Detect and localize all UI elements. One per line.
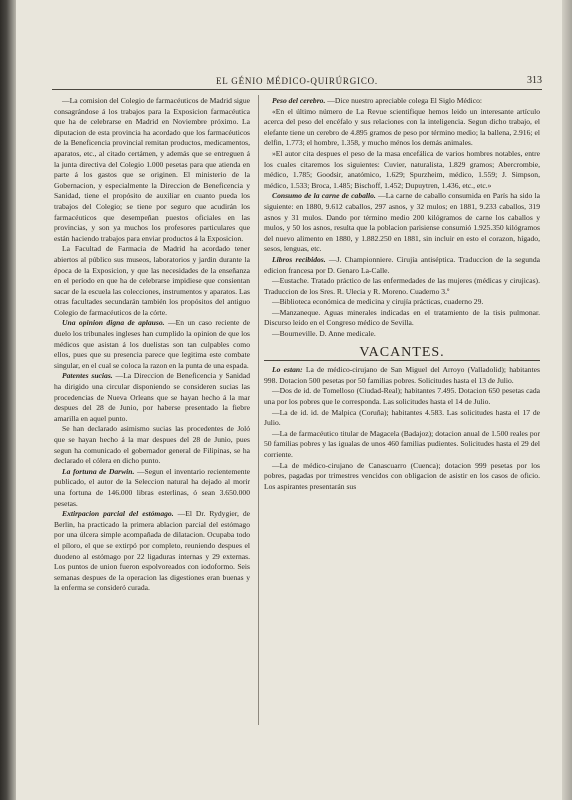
paragraph (54, 424, 250, 466)
running-title: EL GÉNIO MÉDICO-QUIRÚRGICO. (215, 76, 378, 86)
paragraph (264, 329, 540, 340)
paragraph-lead: La fortuna de Darwin. (62, 466, 135, 476)
vacantes-heading: VACANTES. (359, 344, 445, 360)
vacantes-list (264, 365, 540, 492)
paragraph-text: —La de id. id. de Malpica (Coruña); habitantes 4.583. Las solicitudes hasta el 17 de Julio. (264, 407, 540, 428)
paragraph-lead: Consumo de la carne de caballo. (272, 191, 376, 201)
paragraph-text: —La carne de caballo consumida en París ha sido la siguiente: en 1880, 9.612 caballos, 297 asnos, y 32 mulos; en 1881, 9.233 caballos, 319 asnos y 31 mulos. Dando por término medio 200 kilógramos de carne los caballos y mulos, y 50 los asnos, resulta que la poblacion parisiense consumió 1.925.350 kilógramos del nuevo alimento en 1880, y 1.882.250 en 1881, sin incluir en esto el corazon, hígado, sesos, lenguas, etc. (264, 191, 541, 254)
binding-shadow (0, 0, 16, 800)
page-header (52, 76, 542, 88)
paragraph-lead: Patentes sucias. (62, 371, 113, 381)
paragraph-text: —La Direccion de Beneficencia y Sanidad ha dirigido una circular disponiendo se consideren sucias las procedencias de Nueva Orleans que se hayan hecho á la mar despues del 28 de Junio, por haberse presentado la fiebre amarilla en aquel punto. (54, 371, 250, 423)
paragraph-text: —Eustache. Tratado práctico de las enfermedades de las mujeres (médicas y cirujicas). Traduccion de los Sres. R. Ulecia y R. Moreno. Cuaderno 3.º (264, 276, 540, 296)
paragraph (264, 461, 540, 493)
paragraph-lead: Peso del cerebro. (272, 96, 326, 105)
paragraph (264, 191, 540, 255)
column-divider (258, 95, 259, 725)
paragraph-text: «En el último número de La Revue scientifique hemos leido un interesante artículo acerca del peso del encéfalo y sus relaciones con la inteligencia. Segun dicho trabajo, el elefante tiene un cerebro de 4.895 gramos de peso por término medio; la ballena, 2.916; el delfin, 1.773; el hombre, 1.358, y mucho ménos los demás animales. (264, 106, 540, 148)
paragraph-text: —El Dr. Rydygier, de Berlin, ha practicado la primera ablacion parcial del estómago por una úlcera simple acompañada de dilatacion. Ocupaba todo el píloro, el que se extirpó por completo, reuniendo despues el duodeno al estómago por 22 ligaduras internas y 29 externas. Los puntos de union fueron espolvoreados con iodoformo. Seis semanas despues de la operacion las digestiones eran buenas y la enferma se consideró curada. (54, 509, 251, 593)
paragraph (264, 149, 540, 191)
vacantes-rule (264, 360, 540, 361)
paragraph (264, 365, 540, 386)
paragraph (264, 297, 540, 308)
paragraph (54, 96, 250, 244)
paragraph (264, 255, 540, 276)
paragraph-text: La Facultad de Farmacia de Madrid ha acordado tener abiertos al público sus museos, laboratorios y jardin durante la época de la Exposicion, y que las necesidades de la enseñanza en el período en que ha de celebrarse impidiese que consientan sacar de la escuela las colecciones, instrumentos y aparatos. Las otras facultades secundarán también los propósitos del antiguo Colegio de farmacéuticos de la córte. (54, 244, 250, 317)
paragraph-text: »El autor cita despues el peso de la masa encefálica de varios hombres notables, entre los cuales citaremos los siguientes: Cuvier, naturalista, 1.829 gramos; Abercrombie, médico, 1.785; Goodsir, anatómico, 1.629; Spurzheim, médico, 1.559; J. Simpson, médico, 1.533; Broca, 1.485; Bischoff, 1.452; Dupuytren, 1.436, etc., etc.» (264, 148, 540, 190)
paragraph-lead: Una opinion digna de aplauso. (62, 318, 165, 328)
paragraph (264, 276, 540, 297)
paragraph-lead: Extirpacion parcial del estómago. (62, 509, 174, 519)
paragraph (54, 371, 250, 424)
paragraph-text: —Biblioteca económica de medicina y cirujía prácticas, cuaderno 29. (272, 297, 484, 307)
paragraph-text: —Dice nuestro apreciable colega El Siglo Médico: (327, 96, 483, 105)
paragraph (54, 318, 250, 371)
header-rule (52, 89, 542, 90)
paragraph (264, 386, 540, 407)
paragraph (264, 408, 540, 429)
paragraph-text: —J. Championniere. Cirujía antiséptica. Traduccion de la segunda edicion francesa por D. Genaro La-Calle. (264, 254, 540, 275)
paragraph-text: —La de médico-cirujano de Canascuarro (Cuenca); dotacion 999 pesetas por los pobres, pagadas por trimestres vencidos con obligacion de asistir en los casos de oficio. Los aspirantes presentarán sus (264, 460, 540, 491)
paragraph-text: —La de farmacéutico titular de Magacela (Badajoz); dotacion anual de 1.500 reales por 50 familias pobres y las igualas de unos 460 familias pudientes. Solicitudes hasta el 29 del corriente. (264, 428, 540, 459)
page-number: 313 (527, 75, 542, 86)
paragraph-lead: Libros recibidos. (272, 254, 326, 264)
paragraph-text: —En un caso reciente de duelo los tribunales ingleses han cumplido la opinion de que los médicos que asistan á los duelistas son tan culpables como ellos, pues que su presencia parece que legitima este combate singular, en el cual se coloca la razon en la punta de una espada. (54, 318, 251, 370)
paragraph-text: —Segun el inventario recientemente publicado, el autor de la Seleccion natural ha dejado al morir una fortuna de 146.000 libras esterlinas, ó sean 3.650.000 pesetas. (54, 466, 251, 508)
paragraph-text: Se han declarado asimismo sucias las procedentes de Joló que se hayan hecho á la mar despues del 28 de Junio, pues segun ha comunicado el gobernador general de Filipinas, se ha declarado el cólera en dicho punto. (54, 424, 250, 466)
paragraph-text: —Manzaneque. Aguas minerales indicadas en el tratamiento de la tisis pulmonar. Discurso leido en el Congreso médico de Sevilla. (264, 307, 540, 328)
paragraph-lead: Lo estan: (272, 365, 303, 375)
paragraph (264, 96, 540, 107)
paragraph (264, 429, 540, 461)
paragraph-text: —La comision del Colegio de farmacéuticos de Madrid sigue consagrándose á los trabajos para la Exposicion farmacéutica que ha de celebrarse en Madrid en Noviembre próximo. La diputacion de esta provincia ha acordado que los farmacéuticos de la Beneficencia provincial remitan productos, medicamentos, aparatos, etc., al citado certámen, y además que se entreguen á la junta directiva del Colegio 1.000 pesetas para que atienda en parte á los gastos que se originen. El ministerio de la Gobernacion, y especialmente la Direccion de Beneficencia y Sanidad, tiene el propósito de auxiliar en cuanto pueda los trabajos del Colegio; se tiene por seguro que acudirán los farmacéuticos que desempeñan puestos oficiales en las provincias, y son ya muchos los profesores particulares que están haciendo trabajos para enviar productos á la Exposicion. (54, 96, 250, 243)
page-edge (562, 0, 572, 800)
paragraph (54, 467, 250, 509)
paragraph (54, 509, 250, 594)
right-column (264, 96, 540, 492)
paragraph-text: —Dos de id. de Tomelloso (Ciudad-Real); habitantes 7.495. Dotacion 650 pesetas cada una por los pobres que le corresponda. Las solicitudes hasta el 14 de Julio. (264, 386, 540, 407)
paragraph (264, 107, 540, 149)
paragraph-text: La de médico-cirujano de San Miguel del Arroyo (Valladolid); habitantes 998. Dotacion 500 pesetas por 50 familias pobres. Solicitudes hasta el 13 de Julio. (264, 365, 540, 385)
left-column (54, 96, 250, 594)
paragraph (264, 308, 540, 329)
paragraph (54, 244, 250, 318)
paragraph-text: —Bourneville. D. Anne medicale. (272, 329, 376, 339)
news-items (264, 96, 540, 340)
